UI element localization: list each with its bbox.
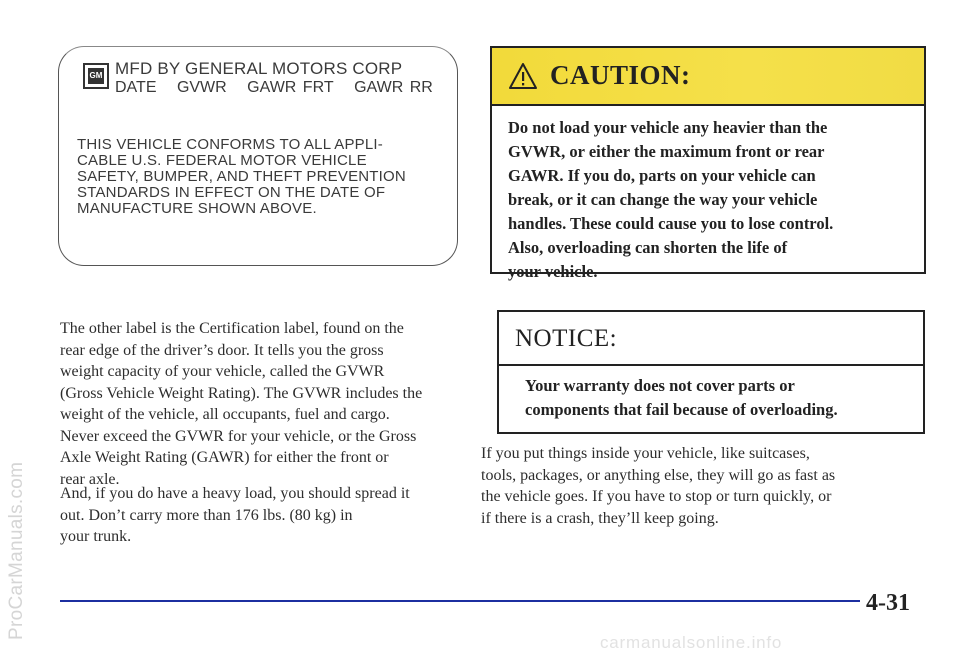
notice-header (499, 312, 923, 366)
caution-title: CAUTION: (550, 60, 691, 90)
gm-logo: GM (83, 63, 109, 89)
site-watermark: ProCarManuals.com (6, 461, 27, 640)
certification-label-illustration (58, 46, 458, 266)
label-field-gvwr: GVWR (176, 79, 227, 96)
caution-text: Do not load your vehicle any heavier than the GVWR, or either the maximum front or rear GAWR. If you do, parts on your vehicle can break, or it can change the way your vehicle handles. These could cause you to lose control. Also, overloading can shorten the life of your vehicle. (508, 118, 834, 281)
notice-box (497, 310, 925, 434)
notice-title: NOTICE: (515, 325, 618, 352)
body-paragraph-loose-items: If you put things inside your vehicle, like suitcases, tools, packages, or anything else, they will go as fast as the vehicle goes. If you have to stop or turn quickly, or if there is a crash, they’ll keep going. (481, 445, 836, 527)
footer-rule (60, 600, 860, 602)
label-field-gawr-rr: GAWR RR (354, 79, 433, 96)
label-field-date: DATE (115, 79, 157, 96)
caution-header (492, 48, 924, 106)
notice-text: Your warranty does not cover parts or components that fail because of overloading. (525, 376, 838, 419)
body-paragraph-heavy-load: And, if you do have a heavy load, you should spread it out. Don’t carry more than 176 lbs. (80 kg) in your trunk. (60, 485, 410, 545)
footer-site-watermark: carmanualsonline.info (600, 633, 783, 652)
warning-triangle-icon (508, 62, 538, 90)
body-paragraph-certification: The other label is the Certification label, found on the rear edge of the driver’s door. It tells you the gross weight capacity of your vehicle, called the GVWR (Gross Vehicle Weight Rating). The GVWR includes the weight of the vehicle, all occupants, fuel and cargo. Never exceed the GVWR for your vehicle, or the Gross Axle Weight Rating (GAWR) for either the front or rear axle. (60, 320, 423, 488)
label-fields (115, 79, 447, 97)
caution-box (490, 46, 926, 281)
page-number: 4-31 (866, 590, 910, 616)
label-field-gawr-frt: GAWR FRT (247, 79, 334, 96)
label-manufacturer: MFD BY GENERAL MOTORS CORP (115, 59, 403, 78)
label-conformance-text: THIS VEHICLE CONFORMS TO ALL APPLI- CABLE U.S. FEDERAL MOTOR VEHICLE SAFETY, BUMPER, AND THEFT PREVENTION STANDARDS IN EFFECT ON THE DATE OF MANUFACTURE SHOWN ABOVE. (77, 136, 406, 217)
